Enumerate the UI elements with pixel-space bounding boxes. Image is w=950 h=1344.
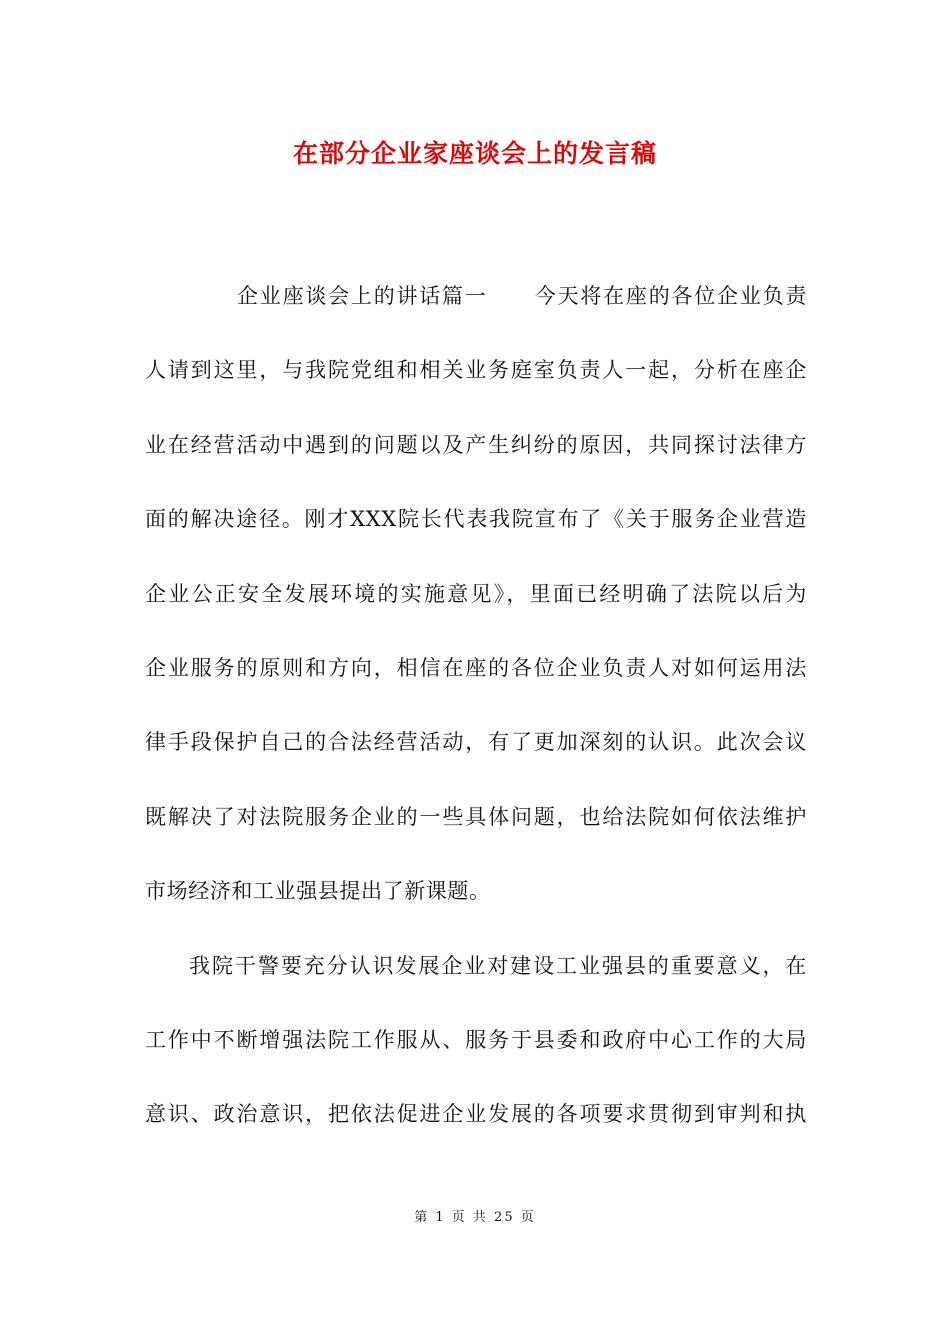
paragraph-line: 意识、政治意识，把依法促进企业发展的各项要求贯彻到审判和执 <box>145 1102 807 1127</box>
paragraph-line: 业在经营活动中遇到的问题以及产生纠纷的原因，共同探讨法律方 <box>145 432 807 457</box>
document-body <box>145 276 807 1169</box>
paragraph-text: 今天将在座的各位企业负责 <box>533 284 807 308</box>
paragraph-line: 律手段保护自己的合法经营活动，有了更加深刻的认识。此次会议 <box>145 730 807 755</box>
page-number-footer: 第 1 页 共 25 页 <box>414 1210 536 1225</box>
paragraph-line: 既解决了对法院服务企业的一些具体问题，也给法院如何依法维护 <box>145 804 807 829</box>
paragraph-line: 工作中不断增强法院工作服从、服务于县委和政府中心工作的大局 <box>145 1027 807 1052</box>
document-title: 在部分企业家座谈会上的发言稿 <box>292 139 657 168</box>
paragraph-line: 人请到这里，与我院党组和相关业务庭室负责人一起，分析在座企 <box>145 358 807 383</box>
paragraph-line: 企业服务的原则和方向，相信在座的各位企业负责人对如何运用法 <box>145 655 807 680</box>
section-heading: 企业座谈会上的讲话篇一 <box>237 284 488 308</box>
paragraph-line: 市场经济和工业强县提出了新课题。 <box>145 879 491 904</box>
paragraph-line: 面的解决途径。刚才XXX院长代表我院宣布了《关于服务企业营造 <box>145 507 807 532</box>
paragraph-line: 企业公正安全发展环境的实施意见》，里面已经明确了法院以后为 <box>145 581 807 606</box>
paragraph-line: 我院干警要充分认识发展企业对建设工业强县的重要意义，在 <box>189 953 807 978</box>
paragraph-line <box>145 276 807 350</box>
